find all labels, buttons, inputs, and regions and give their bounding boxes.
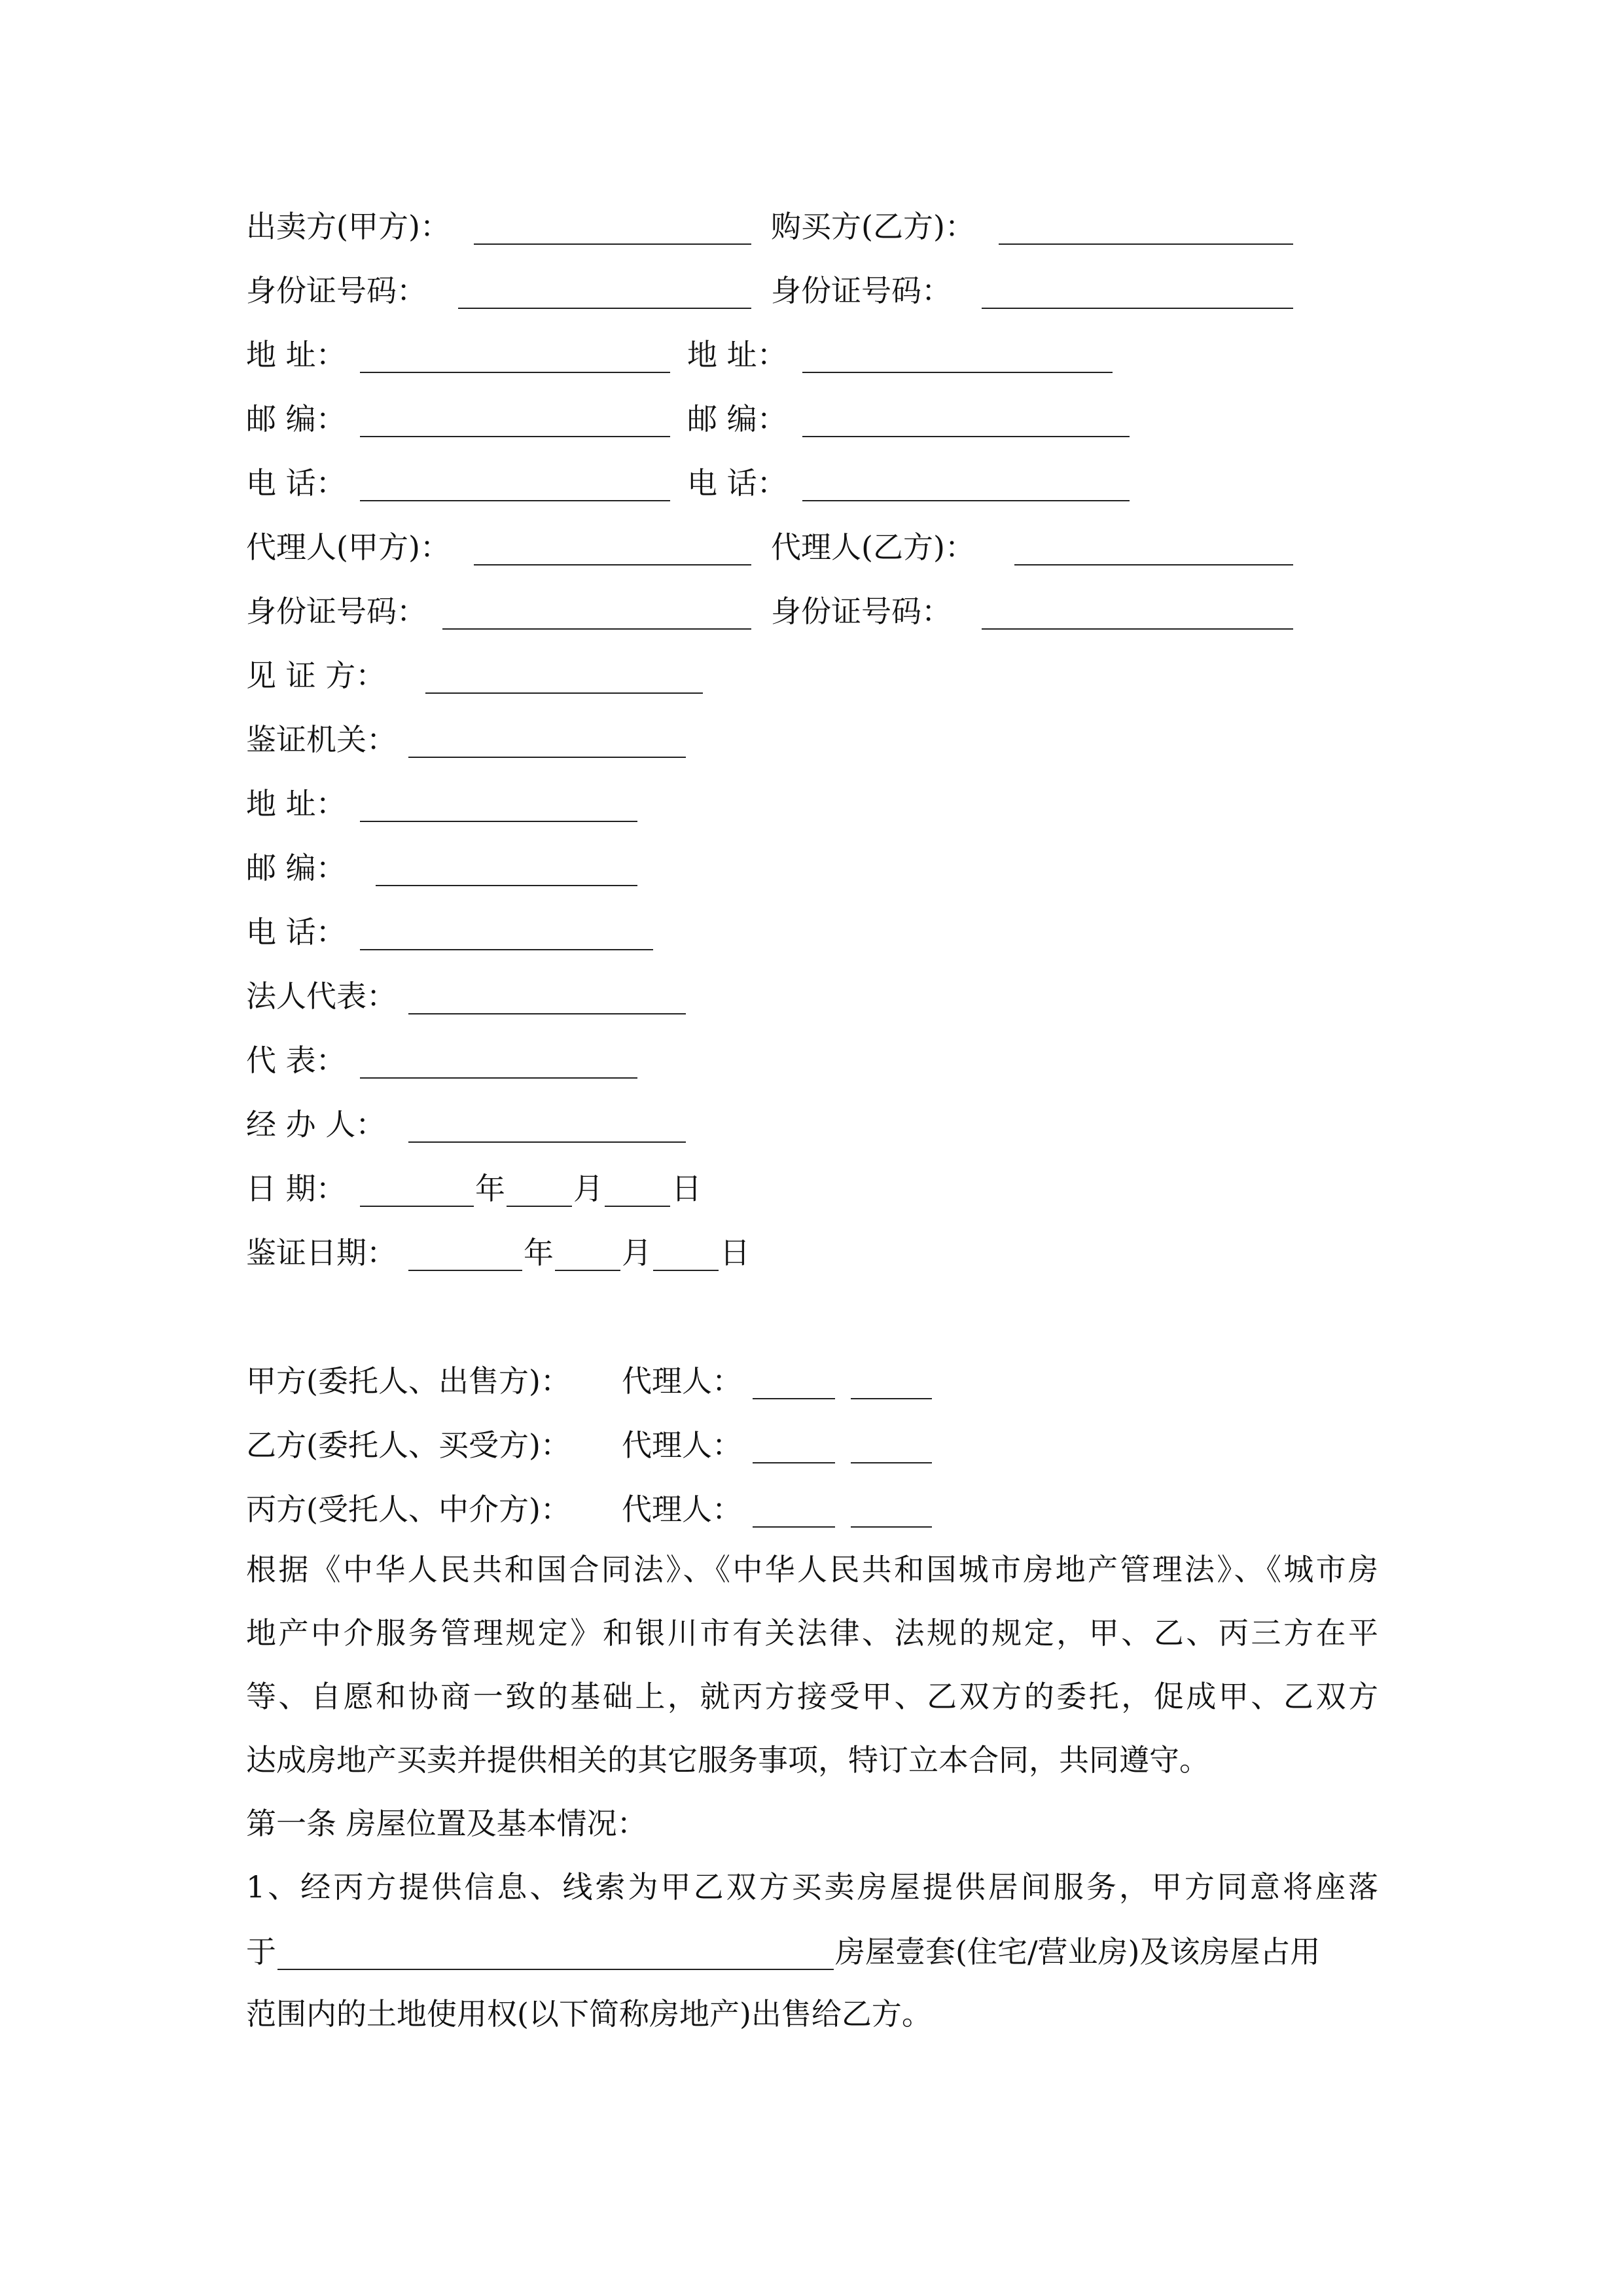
party-b-label: 乙方(委托人、买受方)： bbox=[246, 1427, 571, 1463]
buyer-agent-label: 代理人(乙方)： bbox=[771, 529, 975, 565]
property-location-field[interactable] bbox=[277, 1969, 834, 1970]
date-year-unit: 年 bbox=[475, 1171, 505, 1206]
seller-postcode-label: 邮 编： bbox=[246, 401, 346, 437]
buyer-name-field[interactable] bbox=[999, 243, 1293, 245]
seller-agent-field[interactable] bbox=[474, 564, 751, 565]
date-year-field[interactable] bbox=[360, 1206, 474, 1207]
seller-name-field[interactable] bbox=[474, 243, 751, 245]
rep-field[interactable] bbox=[360, 1077, 637, 1079]
rep-label: 代 表： bbox=[246, 1043, 346, 1078]
party-b-agent-label: 代理人： bbox=[622, 1427, 742, 1463]
article-1-clause-1-line-1: 1、经丙方提供信息、线索为甲乙双方买卖房屋提供居间服务，甲方同意将座落 bbox=[246, 1869, 1378, 1905]
legal-rep-label: 法人代表： bbox=[246, 978, 397, 1014]
article-1-clause-1-suffix: 房屋壹套(住宅/营业房)及该房屋占用 bbox=[835, 1934, 1321, 1969]
buyer-postcode-field[interactable] bbox=[802, 436, 1130, 437]
seller-agent-label: 代理人(甲方)： bbox=[246, 529, 450, 565]
handler-field[interactable] bbox=[408, 1141, 686, 1143]
buyer-label: 购买方(乙方)： bbox=[771, 209, 975, 244]
notary-field[interactable] bbox=[408, 757, 686, 758]
buyer-address-field[interactable] bbox=[802, 372, 1113, 373]
seller-address-label: 地 址： bbox=[246, 337, 346, 372]
notary-date-label: 鉴证日期： bbox=[246, 1235, 397, 1270]
article-1-clause-1-line-3: 范围内的土地使用权(以下简称房地产)出售给乙方。 bbox=[246, 1996, 932, 2032]
buyer-id-field[interactable] bbox=[982, 308, 1293, 309]
buyer-phone-field[interactable] bbox=[802, 500, 1130, 501]
notary-phone-field[interactable] bbox=[360, 949, 653, 950]
notary-postcode-label: 邮 编： bbox=[246, 850, 346, 886]
notary-date-year-field[interactable] bbox=[408, 1270, 522, 1271]
seller-id-field[interactable] bbox=[458, 308, 751, 309]
handler-label: 经 办 人： bbox=[246, 1107, 386, 1142]
date-day-field[interactable] bbox=[605, 1206, 670, 1207]
notary-phone-label: 电 话： bbox=[246, 914, 346, 950]
preamble-line-4: 达成房地产买卖并提供相关的其它服务事项，特订立本合同，共同遵守。 bbox=[246, 1742, 1209, 1778]
date-month-field[interactable] bbox=[507, 1206, 572, 1207]
party-a-agent-label: 代理人： bbox=[622, 1363, 742, 1399]
date-month-unit: 月 bbox=[573, 1171, 603, 1206]
buyer-phone-label: 电 话： bbox=[687, 465, 787, 501]
party-c-agent-field-1[interactable] bbox=[753, 1526, 835, 1528]
preamble-line-3: 等、自愿和协商一致的基础上，就丙方接受甲、乙双方的委托，促成甲、乙双方 bbox=[246, 1679, 1378, 1714]
witness-label: 见 证 方： bbox=[246, 658, 386, 693]
party-c-label: 丙方(受托人、中介方)： bbox=[246, 1492, 571, 1527]
notary-address-label: 地 址： bbox=[246, 786, 346, 821]
seller-agent-id-label: 身份证号码： bbox=[246, 594, 427, 629]
buyer-postcode-label: 邮 编： bbox=[687, 401, 787, 437]
notary-date-day-field[interactable] bbox=[653, 1270, 719, 1271]
preamble-line-2: 地产中介服务管理规定》和银川市有关法律、法规的规定，甲、乙、丙三方在平 bbox=[246, 1615, 1378, 1651]
buyer-agent-field[interactable] bbox=[1014, 564, 1293, 565]
party-b-agent-field-1[interactable] bbox=[753, 1462, 835, 1463]
buyer-agent-id-label: 身份证号码： bbox=[771, 594, 952, 629]
seller-agent-id-field[interactable] bbox=[442, 628, 751, 630]
buyer-agent-id-field[interactable] bbox=[982, 628, 1293, 630]
article-1-clause-1-prefix: 于 bbox=[246, 1934, 276, 1969]
date-day-unit: 日 bbox=[671, 1171, 702, 1206]
notary-date-month-field[interactable] bbox=[555, 1270, 620, 1271]
notary-date-month-unit: 月 bbox=[622, 1235, 652, 1270]
preamble-line-1: 根据《中华人民共和国合同法》、《中华人民共和国城市房地产管理法》、《城市房 bbox=[246, 1552, 1378, 1587]
witness-field[interactable] bbox=[425, 692, 703, 694]
party-a-agent-field-1[interactable] bbox=[753, 1398, 835, 1399]
date-label: 日 期： bbox=[246, 1171, 346, 1206]
notary-postcode-field[interactable] bbox=[376, 885, 637, 886]
party-c-agent-field-2[interactable] bbox=[851, 1526, 932, 1528]
party-a-label: 甲方(委托人、出售方)： bbox=[246, 1363, 571, 1399]
party-b-agent-field-2[interactable] bbox=[851, 1462, 932, 1463]
notary-date-year-unit: 年 bbox=[524, 1235, 554, 1270]
buyer-address-label: 地 址： bbox=[687, 337, 787, 372]
buyer-id-label: 身份证号码： bbox=[771, 273, 952, 308]
seller-phone-label: 电 话： bbox=[246, 465, 346, 501]
legal-rep-field[interactable] bbox=[408, 1013, 686, 1014]
notary-address-field[interactable] bbox=[360, 821, 637, 822]
seller-label: 出卖方(甲方)： bbox=[246, 209, 450, 244]
seller-address-field[interactable] bbox=[360, 372, 670, 373]
seller-id-label: 身份证号码： bbox=[246, 273, 427, 308]
notary-date-day-unit: 日 bbox=[720, 1235, 750, 1270]
notary-label: 鉴证机关： bbox=[246, 722, 397, 757]
seller-phone-field[interactable] bbox=[360, 500, 670, 501]
party-c-agent-label: 代理人： bbox=[622, 1492, 742, 1527]
seller-postcode-field[interactable] bbox=[360, 436, 670, 437]
article-1-heading: 第一条 房屋位置及基本情况： bbox=[246, 1806, 647, 1841]
party-a-agent-field-2[interactable] bbox=[851, 1398, 932, 1399]
